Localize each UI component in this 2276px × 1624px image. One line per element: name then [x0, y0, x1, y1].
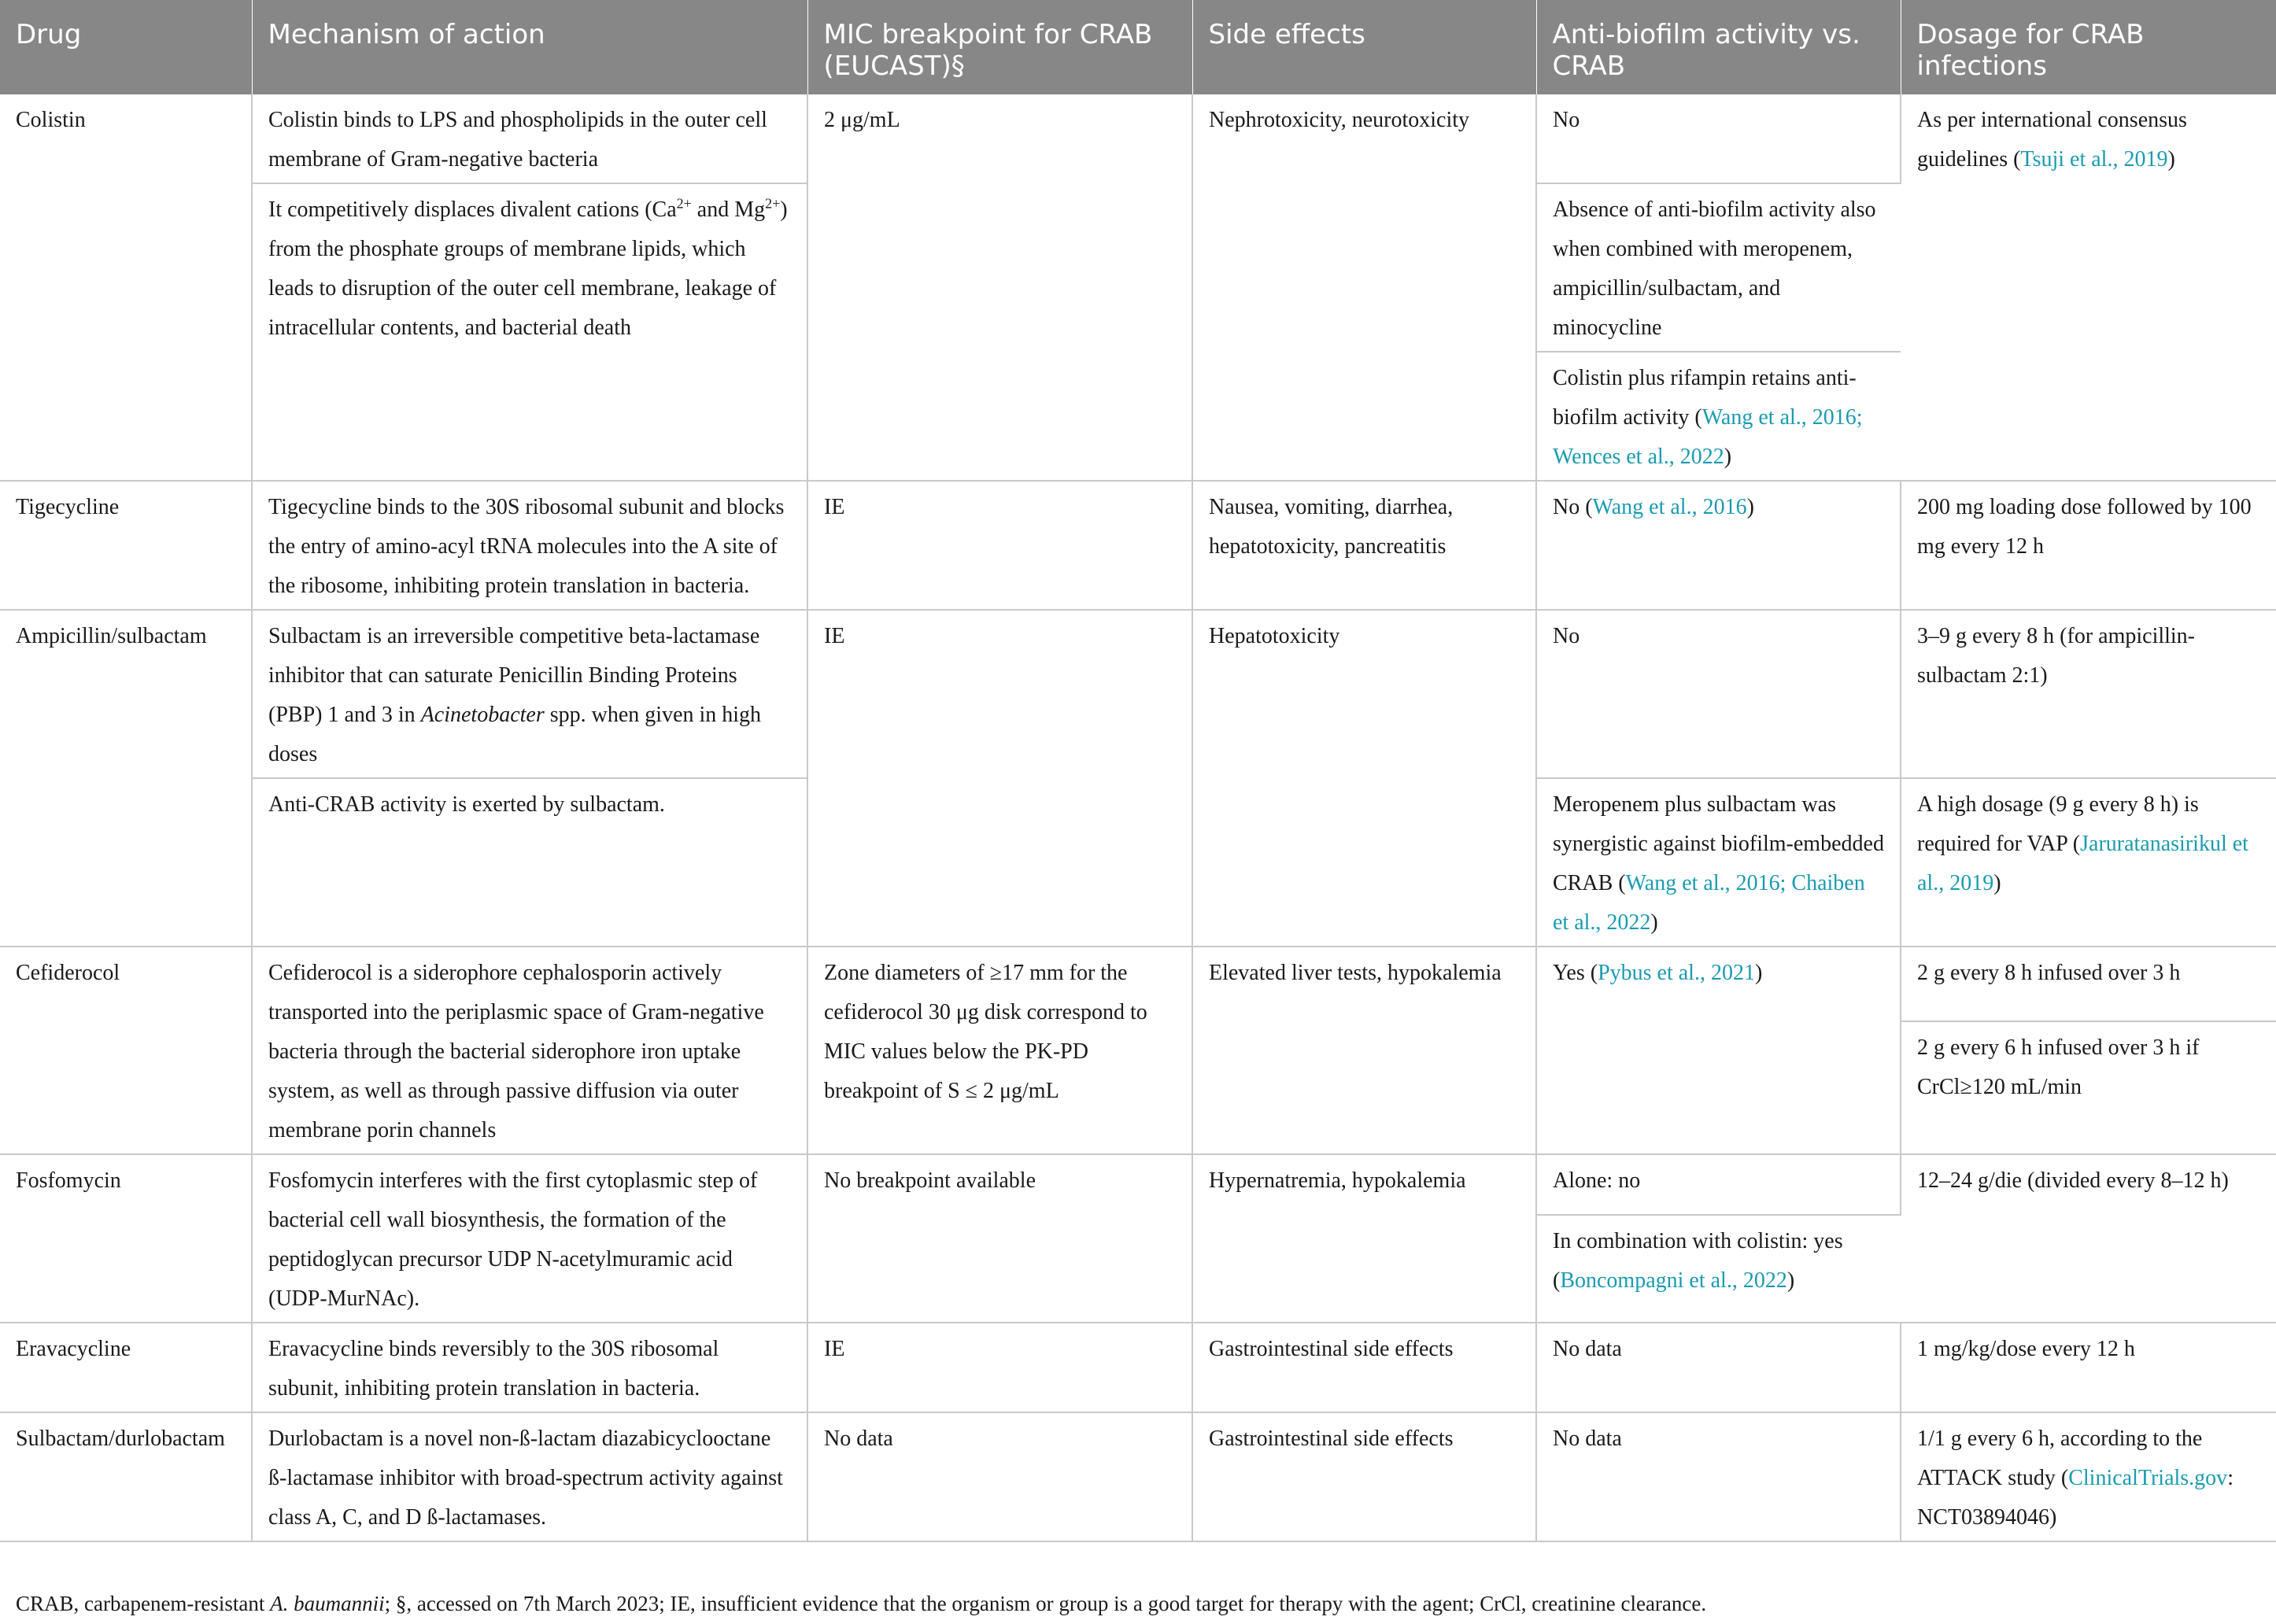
biofilm-cell: In combination with colistin: yes (Boncompagni et al., 2022)	[1536, 1215, 1901, 1323]
dosage-cell: 3–9 g every 8 h (for ampicillin-sulbactam 2:1)	[1901, 610, 2276, 778]
mechanism-cell: Fosfomycin interferes with the first cytoplasmic step of bacterial cell wall biosynthesis, the formation of the peptidoglycan precursor UDP N-acetylmuramic acid (UDP-MurNAc).	[252, 1154, 807, 1323]
dosage-cell: 1 mg/kg/dose every 12 h	[1901, 1323, 2276, 1412]
drug-cell: Colistin	[0, 94, 252, 481]
side-effects-cell: Nephrotoxicity, neurotoxicity	[1192, 94, 1536, 481]
mechanism-cell: Durlobactam is a novel non-ß-lactam diazabicyclooctane ß-lactamase inhibitor with broad-spectrum activity against class A, C, and D ß-lactamases.	[252, 1412, 807, 1541]
mechanism-cell: Sulbactam is an irreversible competitive beta-lactamase inhibitor that can saturate Penicillin Binding Proteins (PBP) 1 and 3 in Acinetobacter spp. when given in high doses	[252, 610, 807, 778]
mechanism-cell: Cefiderocol is a siderophore cephalosporin actively transported into the periplasmic space of Gram-negative bacteria through the bacterial siderophore iron uptake system, as well as through passive diffusion via outer membrane porin channels	[252, 947, 807, 1154]
header-side-effects: Side effects	[1192, 0, 1536, 94]
mechanism-cell: It competitively displaces divalent cations ($Ca^{2+}$ and $Mg^{2+}$) from the phosphate groups of membrane lipids, which leads to disruption of the outer cell membrane, leakage of intracellular contents, and bacterial death	[252, 183, 807, 481]
table-row	[0, 1323, 2276, 1412]
header-row	[0, 0, 2276, 94]
reference-link[interactable]: Wang et al., 2016;	[1701, 405, 1863, 430]
biofilm-cell: No	[1536, 94, 1901, 183]
biofilm-cell: No data	[1536, 1323, 1901, 1412]
table-row	[0, 1154, 2276, 1215]
reference-link[interactable]: Wang et al., 2016;	[1625, 871, 1786, 895]
side-effects-cell: Hepatotoxicity	[1192, 610, 1536, 947]
mechanism-cell: Eravacycline binds reversibly to the 30S ribosomal subunit, inhibiting protein translation in bacteria.	[252, 1323, 807, 1412]
header-dosage: Dosage for CRAB infections	[1901, 0, 2276, 94]
table-footnote: CRAB, carbapenem-resistant A. baumannii; §, accessed on 7th March 2023; IE, insufficient evidence that the organism or group is a good target for therapy with the agent; CrCl, creatinine clearance.	[16, 1592, 1707, 1615]
reference-link[interactable]: Boncompagni et al., 2022	[1560, 1268, 1787, 1293]
dosage-cell: 12–24 g/die (divided every 8–12 h)	[1901, 1154, 2276, 1323]
mic-cell: IE	[807, 610, 1192, 947]
dosage-cell: 200 mg loading dose followed by 100 mg every 12 h	[1901, 481, 2276, 610]
header-mic: MIC breakpoint for CRAB (EUCAST)§	[807, 0, 1192, 94]
mic-cell: IE	[807, 1323, 1192, 1412]
reference-link[interactable]: Jaruratanasirikul et al., 2019	[1917, 832, 2248, 895]
mic-cell: Zone diameters of ≥17 mm for the cefiderocol 30 μg disk correspond to MIC values below the PK-PD breakpoint of S ≤ 2 μg/mL	[807, 947, 1192, 1154]
reference-link[interactable]: Wences et al., 2022	[1553, 445, 1724, 469]
mechanism-cell: Colistin binds to LPS and phospholipids in the outer cell membrane of Gram-negative bacteria	[252, 94, 807, 183]
biofilm-cell: Alone: no	[1536, 1154, 1901, 1215]
header-drug: Drug	[0, 0, 252, 94]
header-mechanism: Mechanism of action	[252, 0, 807, 94]
side-effects-cell: Elevated liver tests, hypokalemia	[1192, 947, 1536, 1154]
reference-link[interactable]: Pybus et al., 2021	[1598, 961, 1755, 985]
biofilm-cell: No	[1536, 610, 1901, 778]
mechanism-cell: Anti-CRAB activity is exerted by sulbactam.	[252, 778, 807, 947]
reference-link[interactable]: Chaiben et al., 2022	[1553, 871, 1865, 935]
header-anti-biofilm: Anti-biofilm activity vs. CRAB	[1536, 0, 1901, 94]
table-row	[0, 947, 2276, 1021]
side-effects-cell: Gastrointestinal side effects	[1192, 1412, 1536, 1541]
biofilm-cell: No data	[1536, 1412, 1901, 1541]
dosage-cell: As per international consensus guidelines (Tsuji et al., 2019)	[1901, 94, 2276, 481]
side-effects-cell: Gastrointestinal side effects	[1192, 1323, 1536, 1412]
mechanism-cell: Tigecycline binds to the 30S ribosomal subunit and blocks the entry of amino-acyl tRNA molecules into the A site of the ribosome, inhibiting protein translation in bacteria.	[252, 481, 807, 610]
drug-cell: Eravacycline	[0, 1323, 252, 1412]
drug-cell: Fosfomycin	[0, 1154, 252, 1323]
dosage-cell: 2 g every 6 h infused over 3 h if CrCl≥120 mL/min	[1901, 1021, 2276, 1154]
reference-link[interactable]: ClinicalTrials.gov	[2068, 1466, 2228, 1490]
mic-cell: No data	[807, 1412, 1192, 1541]
mic-cell: No breakpoint available	[807, 1154, 1192, 1323]
table-row	[0, 94, 2276, 183]
biofilm-cell: No (Wang et al., 2016)	[1536, 481, 1901, 610]
drug-cell: Ampicillin/sulbactam	[0, 610, 252, 947]
biofilm-cell: Absence of anti-biofilm activity also when combined with meropenem, ampicillin/sulbactam, and minocycline	[1536, 183, 1901, 352]
table-row	[0, 1412, 2276, 1541]
mic-cell: 2 μg/mL	[807, 94, 1192, 481]
reference-link[interactable]: Wang et al., 2016	[1592, 495, 1747, 519]
reference-link[interactable]: Tsuji et al., 2019	[2020, 147, 2168, 172]
table-row	[0, 481, 2276, 610]
dosage-cell: 2 g every 8 h infused over 3 h	[1901, 947, 2276, 1021]
biofilm-cell: Yes (Pybus et al., 2021)	[1536, 947, 1901, 1154]
side-effects-cell: Hypernatremia, hypokalemia	[1192, 1154, 1536, 1323]
drug-cell: Cefiderocol	[0, 947, 252, 1154]
side-effects-cell: Nausea, vomiting, diarrhea, hepatotoxicity, pancreatitis	[1192, 481, 1536, 610]
biofilm-cell: Colistin plus rifampin retains anti-biofilm activity (Wang et al., 2016; Wences et al., 2022)	[1536, 352, 1901, 481]
biofilm-cell: Meropenem plus sulbactam was synergistic against biofilm-embedded CRAB (Wang et al., 2016; Chaiben et al., 2022)	[1536, 778, 1901, 947]
table-row	[0, 610, 2276, 778]
mic-cell: IE	[807, 481, 1192, 610]
dosage-cell: 1/1 g every 6 h, according to the ATTACK study (ClinicalTrials.gov: NCT03894046)	[1901, 1412, 2276, 1541]
drug-cell: Sulbactam/durlobactam	[0, 1412, 252, 1541]
dosage-cell: A high dosage (9 g every 8 h) is required for VAP (Jaruratanasirikul et al., 2019)	[1901, 778, 2276, 947]
drug-cell: Tigecycline	[0, 481, 252, 610]
